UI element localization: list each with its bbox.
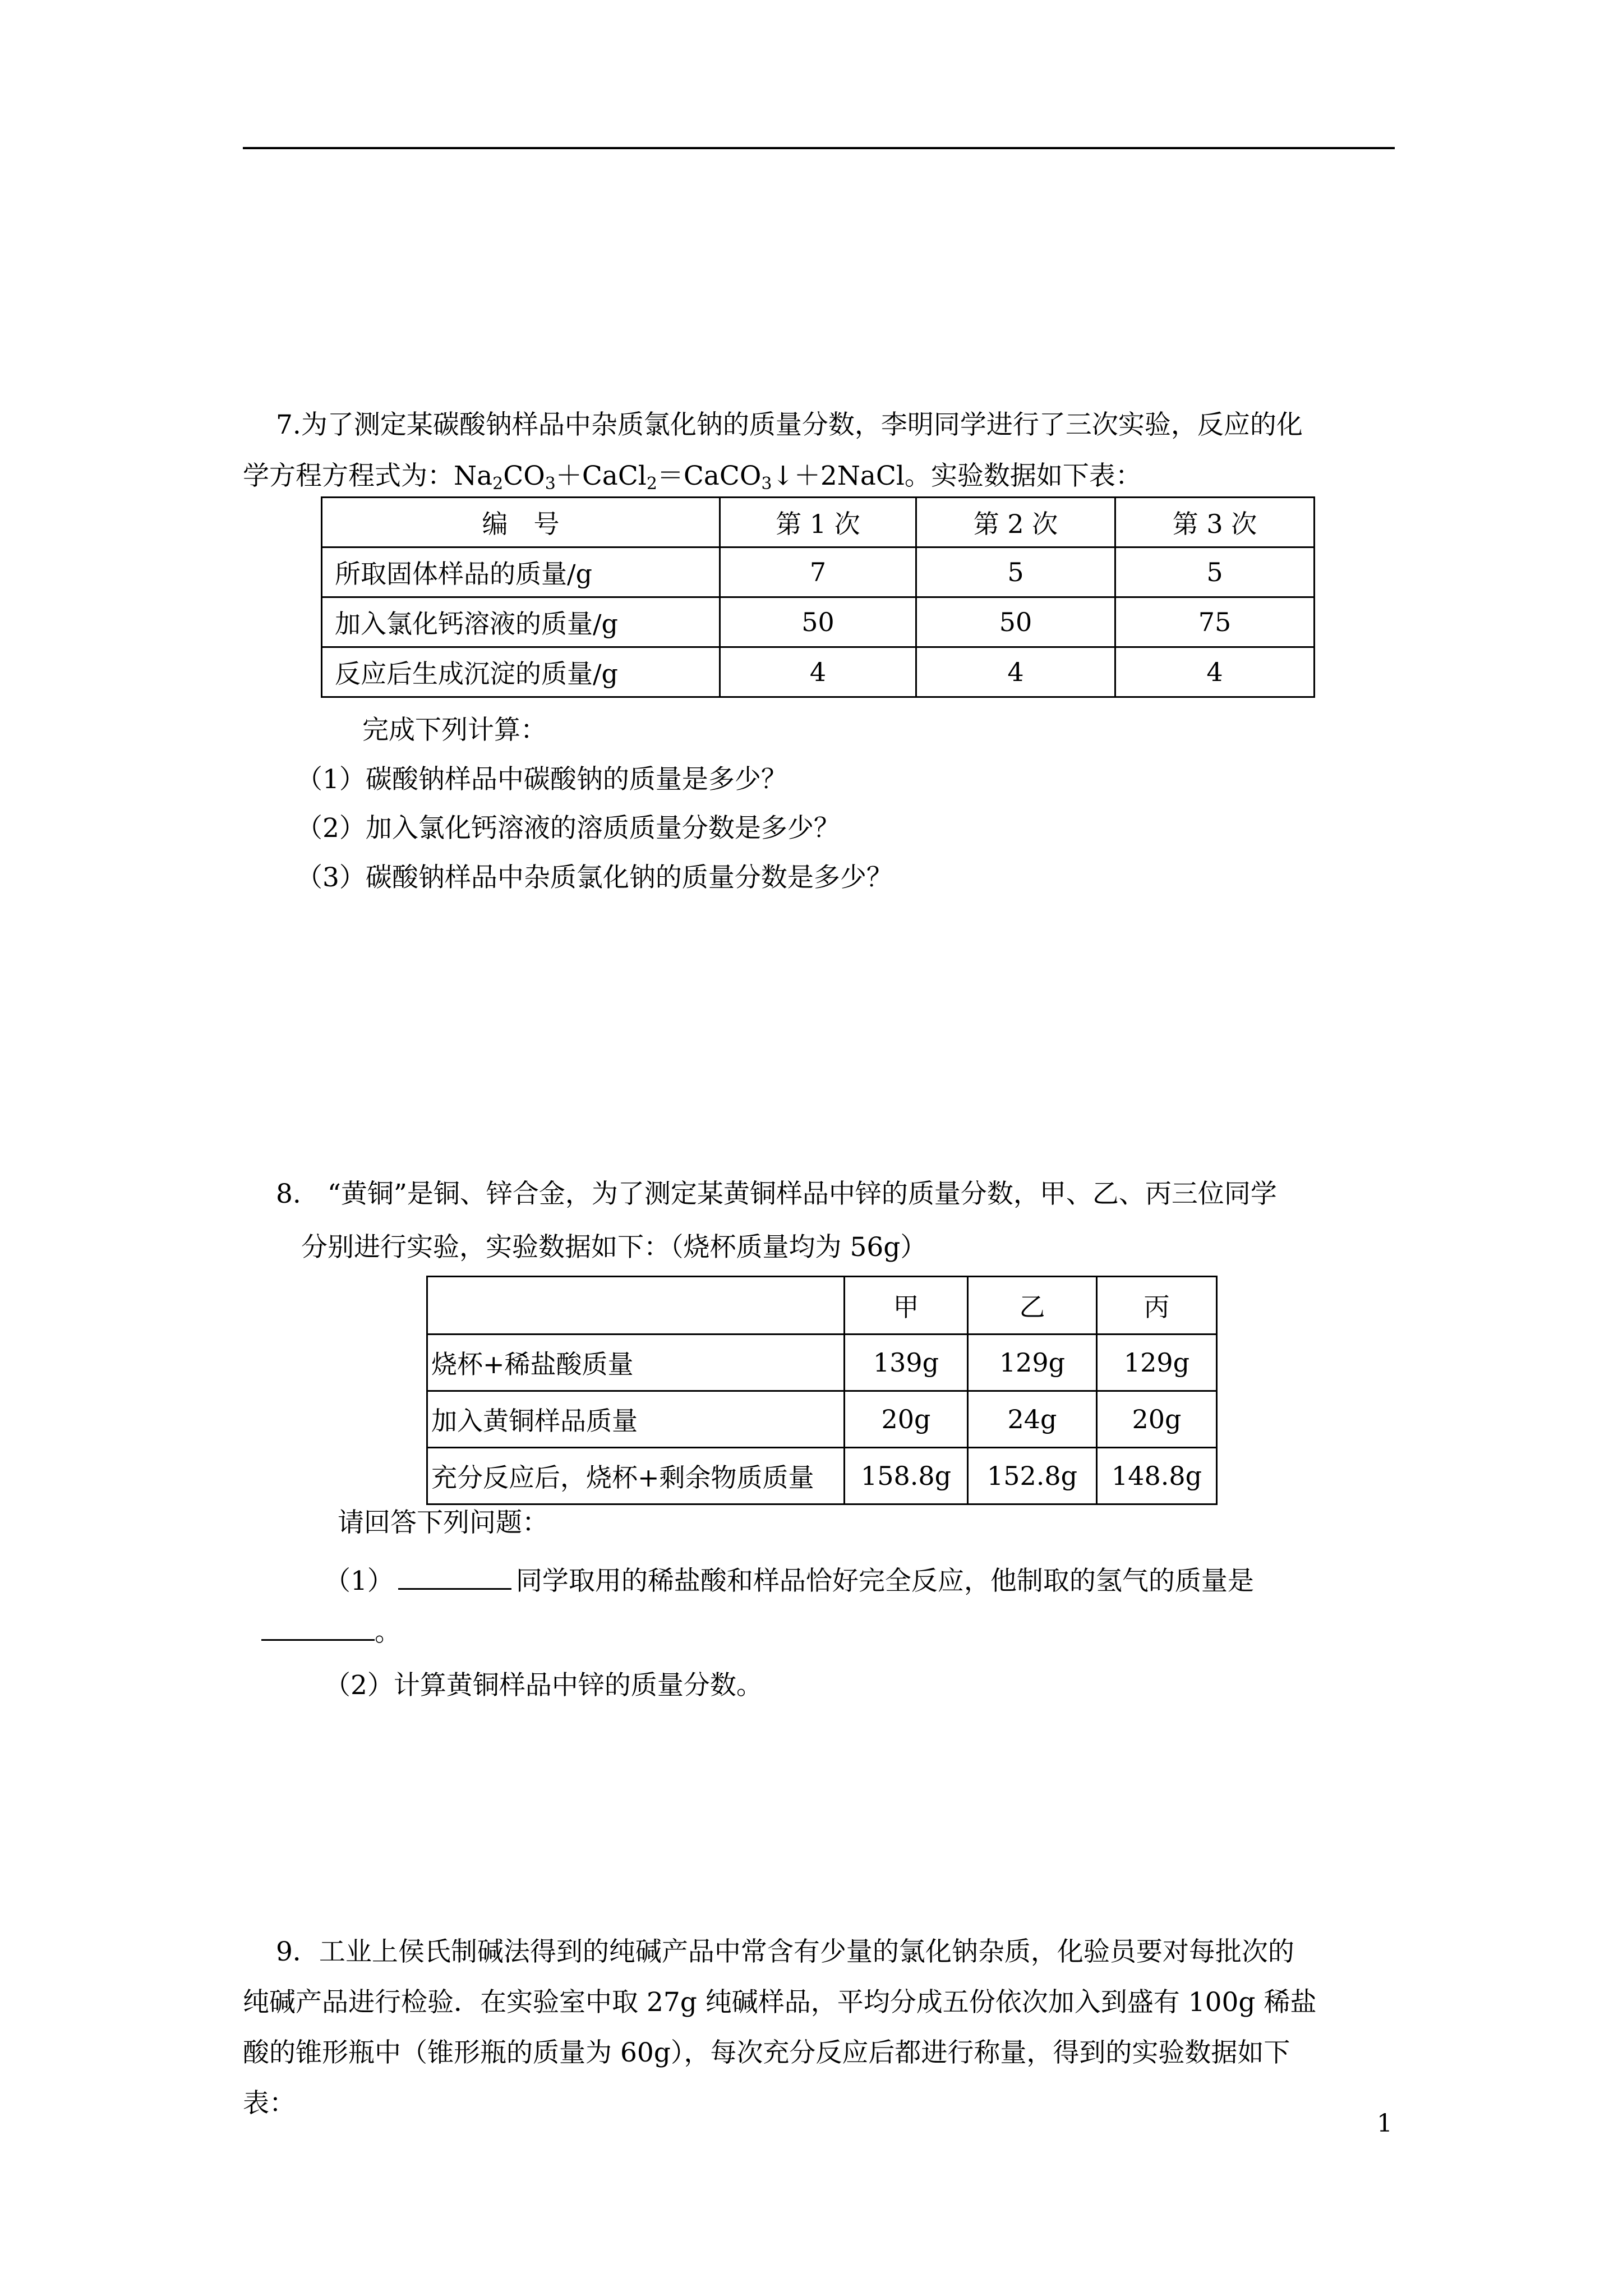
q7-cell: 4	[720, 647, 916, 697]
q7-cell: 5	[1115, 547, 1315, 597]
q8-line1: 8. “黄铜”是铜、锌合金，为了测定某黄铜样品中锌的质量分数，甲、乙、丙三位同学	[276, 1179, 1277, 1209]
q7-line1: 7.为了测定某碳酸钠样品中杂质氯化钠的质量分数，李明同学进行了三次实验，反应的化	[276, 409, 1303, 440]
q7-cell: 4	[1115, 647, 1315, 697]
q7-line2-suffix: 实验数据如下表：	[930, 461, 1142, 491]
q7-row-label: 所取固体样品的质量/g	[322, 547, 720, 597]
q8-header-cell: 乙	[968, 1277, 1097, 1335]
q7-question-1: （1）碳酸钠样品中碳酸钠的质量是多少？	[296, 764, 787, 795]
q8-cell: 139g	[845, 1335, 968, 1391]
table-row	[427, 1448, 1217, 1504]
table-row	[427, 1277, 1217, 1335]
q8-cell: 24g	[968, 1391, 1097, 1448]
q8-question-1	[324, 1565, 1254, 1598]
q7-table	[321, 496, 1315, 698]
q7-question-2: （2）加入氯化钙溶液的溶质质量分数是多少？	[296, 813, 840, 844]
q8-cell: 20g	[845, 1391, 968, 1448]
q8-cell: 158.8g	[845, 1448, 968, 1504]
q8-header-cell	[427, 1277, 845, 1335]
q7-header-cell: 第 1 次	[720, 498, 916, 547]
q7-intro: 完成下列计算：	[362, 715, 547, 746]
header-rule	[243, 147, 1395, 149]
q8-question-2: （2）计算黄铜样品中锌的质量分数。	[324, 1670, 763, 1701]
q8-table	[426, 1276, 1218, 1505]
q8-row-label: 烧杯+稀盐酸质量	[427, 1335, 845, 1391]
q8-q1-prefix: （1）	[324, 1566, 394, 1596]
q7-cell: 50	[916, 597, 1115, 647]
q8-header-cell: 甲	[845, 1277, 968, 1335]
q8-q1-text: 同学取用的稀盐酸和样品恰好完全反应，他制取的氢气的质量是	[515, 1566, 1254, 1596]
table-row	[427, 1335, 1217, 1391]
q8-cell: 129g	[1097, 1335, 1217, 1391]
answer-blank[interactable]	[398, 1566, 511, 1590]
q8-q1-end: 。	[375, 1617, 401, 1648]
q8-row-label: 充分反应后，烧杯+剩余物质质量	[427, 1448, 845, 1504]
q8-cell: 129g	[968, 1335, 1097, 1391]
q7-equation: $Na_2CO_3+CaCl_2=CaCO_3↓+2NaCl$。	[454, 461, 931, 494]
q9-line3: 酸的锥形瓶中（锥形瓶的质量为 60g），每次充分反应后都进行称量，得到的实验数据如下	[243, 2037, 1290, 2068]
table-row	[322, 547, 1315, 597]
q8-cell: 152.8g	[968, 1448, 1097, 1504]
q8-cell: 148.8g	[1097, 1448, 1217, 1504]
q7-line2-prefix: 学方程方程式为：	[243, 461, 454, 491]
q9-line2: 纯碱产品进行检验．在实验室中取 27g 纯碱样品，平均分成五份依次加入到盛有 100g 稀盐	[243, 1987, 1317, 2018]
table-row	[322, 597, 1315, 647]
q9-line1: 9．工业上侯氏制碱法得到的纯碱产品中常含有少量的氯化钠杂质，化验员要对每批次的	[276, 1936, 1294, 1967]
q8-intro: 请回答下列问题：	[338, 1507, 548, 1538]
answer-blank[interactable]	[261, 1617, 375, 1641]
q7-row-label: 反应后生成沉淀的质量/g	[322, 647, 720, 697]
q7-cell: 5	[916, 547, 1115, 597]
q8-question-1-cont	[261, 1616, 401, 1649]
q8-line2: 分别进行实验，实验数据如下：（烧杯质量均为 56g）	[301, 1232, 927, 1263]
q7-header-cell: 第 2 次	[916, 498, 1115, 547]
q8-header-cell: 丙	[1097, 1277, 1217, 1335]
q9-line4: 表：	[243, 2088, 296, 2119]
q7-row-label: 加入氯化钙溶液的质量/g	[322, 597, 720, 647]
q7-cell: 50	[720, 597, 916, 647]
q7-line2	[243, 459, 1142, 493]
q8-cell: 20g	[1097, 1391, 1217, 1448]
table-row	[322, 498, 1315, 547]
page-number: 1	[1377, 2109, 1393, 2138]
q7-question-3: （3）碳酸钠样品中杂质氯化钠的质量分数是多少？	[296, 862, 893, 893]
table-row	[322, 647, 1315, 697]
q7-header-cell: 第 3 次	[1115, 498, 1315, 547]
q8-row-label: 加入黄铜样品质量	[427, 1391, 845, 1448]
q7-cell: 7	[720, 547, 916, 597]
table-row	[427, 1391, 1217, 1448]
q7-header-cell: 编 号	[322, 498, 720, 547]
q7-cell: 75	[1115, 597, 1315, 647]
q7-cell: 4	[916, 647, 1115, 697]
